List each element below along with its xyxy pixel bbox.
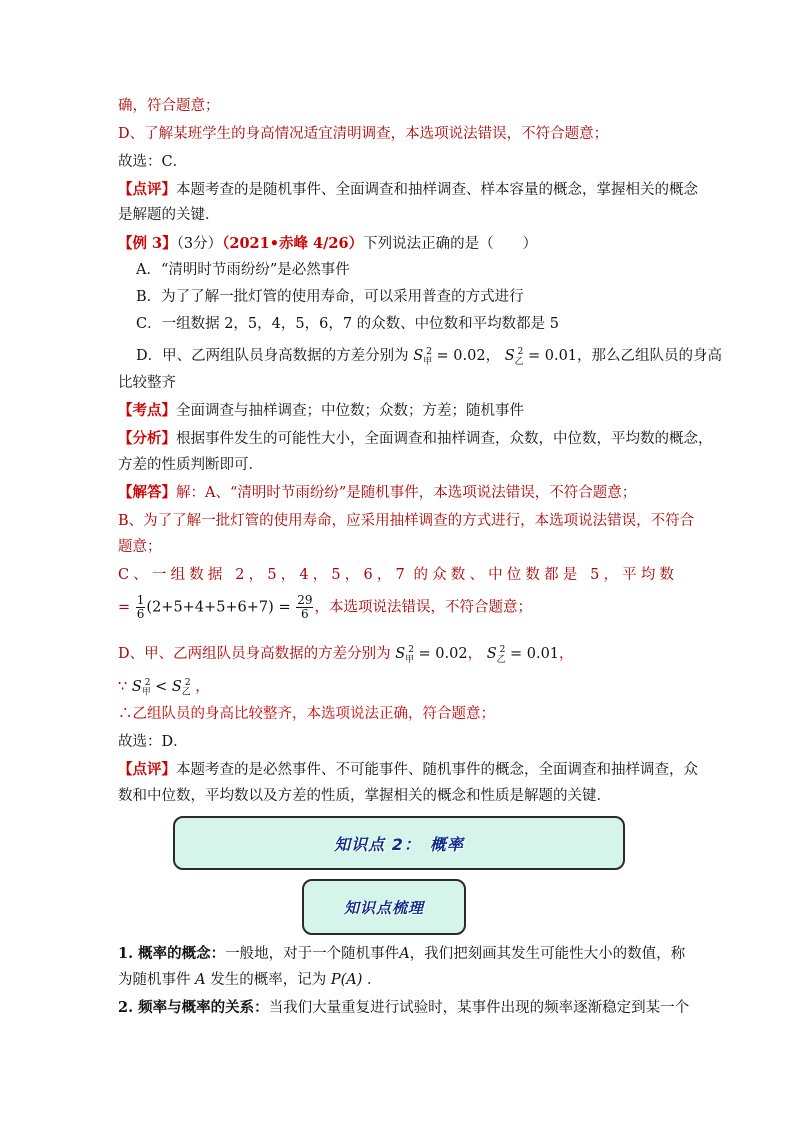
mean-formula: = $\frac{1}{6}$ (2+5+4+5+6+7) = $\frac{29}{6}$ ，本选项说法错误，不符合题意；	[118, 593, 532, 621]
text-line: D、甲、乙两组队员身高数据的方差分别为 $S_甲^2 = 0.02$， $S_乙^2 = 0.01$，	[118, 645, 574, 665]
text-line: 方差的性质判断即可．	[118, 457, 263, 473]
variance-jia: $S_甲^2 = 0.02$	[413, 347, 486, 367]
because-line: ∵ $S_甲^2 < S_乙^2$ ，	[118, 678, 210, 698]
subsection-title-box: 知识点梳理	[302, 879, 466, 935]
text-line: ∴乙组队员的身高比较整齐，本选项说法正确，符合题意；	[118, 706, 495, 722]
option-b: B．为了了解一批灯管的使用寿命，可以采用普查的方式进行	[136, 289, 524, 305]
text-line: 确，符合题意；	[118, 98, 220, 114]
option-a: A．“清明时节雨纷纷”是必然事件	[136, 262, 350, 278]
variance-yi: $S_乙^2 = 0.01$	[504, 347, 578, 367]
note-line: 为随机事件 A 发生的概率，记为 P(A) ．	[118, 972, 382, 988]
point-line: 【考点】全面调查与抽样调查；中位数；众数；方差；随机事件	[118, 402, 524, 419]
text-line: 题意；	[118, 539, 162, 555]
fraction-29-6: $\frac{29}{6}$	[297, 593, 313, 621]
answer-line: 【解答】解：A、“清明时节雨纷纷”是随机事件，本选项说法错误，不符合题意；	[118, 484, 637, 501]
section-title-box: 知识点 2： 概率	[173, 816, 625, 870]
text-line: 是解题的关键．	[118, 207, 220, 223]
fraction-one-sixth: $\frac{1}{6}$	[136, 593, 145, 621]
comment-line: 【点评】本题考查的是随机事件、全面调查和抽样调查、样本容量的概念，掌握相关的概念	[118, 181, 698, 198]
note-line: 2. 频率与概率的关系：当我们大量重复进行试验时，某事件出现的频率逐渐稳定到某一个	[118, 999, 690, 1016]
example-heading: 【例 3】（3分）（2021•赤峰 4/26）下列说法正确的是（ ）	[118, 235, 538, 252]
option-c: C．一组数据 2，5，4，5，6，7 的众数、中位数和平均数都是 5	[136, 316, 559, 332]
text-line: 比较整齐	[118, 375, 176, 391]
text-line: 故选：D．	[118, 734, 188, 750]
text-line: 数和中位数，平均数以及方差的性质，掌握相关的概念和性质是解题的关键．	[118, 788, 611, 804]
analysis-line: 【分析】根据事件发生的可能性大小，全面调查和抽样调查，众数，中位数，平均数的概念，	[118, 430, 713, 447]
text-line: B、为了了解一批灯管的使用寿命，应采用抽样调查的方式进行，本选项说法错误，不符合	[118, 513, 695, 529]
text-line: 故选：C．	[118, 154, 188, 170]
option-d: D．甲、乙两组队员身高数据的方差分别为 $S_甲^2 = 0.02$， $S_乙^2 = 0.01$，那么乙组队员的身高	[136, 347, 723, 367]
note-line: 1. 概率的概念：一般地，对于一个随机事件A，我们把刻画其发生可能性大小的数值，称	[118, 945, 686, 962]
text-line: C、一组数据 2，5，4，5，6，7 的众数、中位数都是 5，平均数	[118, 567, 674, 583]
text-line: D、了解某班学生的身高情况适宜清明调查，本选项说法错误，不符合题意；	[118, 126, 609, 142]
comment-line: 【点评】本题考查的是必然事件、不可能事件、随机事件的概念，全面调查和抽样调查，众	[118, 761, 698, 778]
